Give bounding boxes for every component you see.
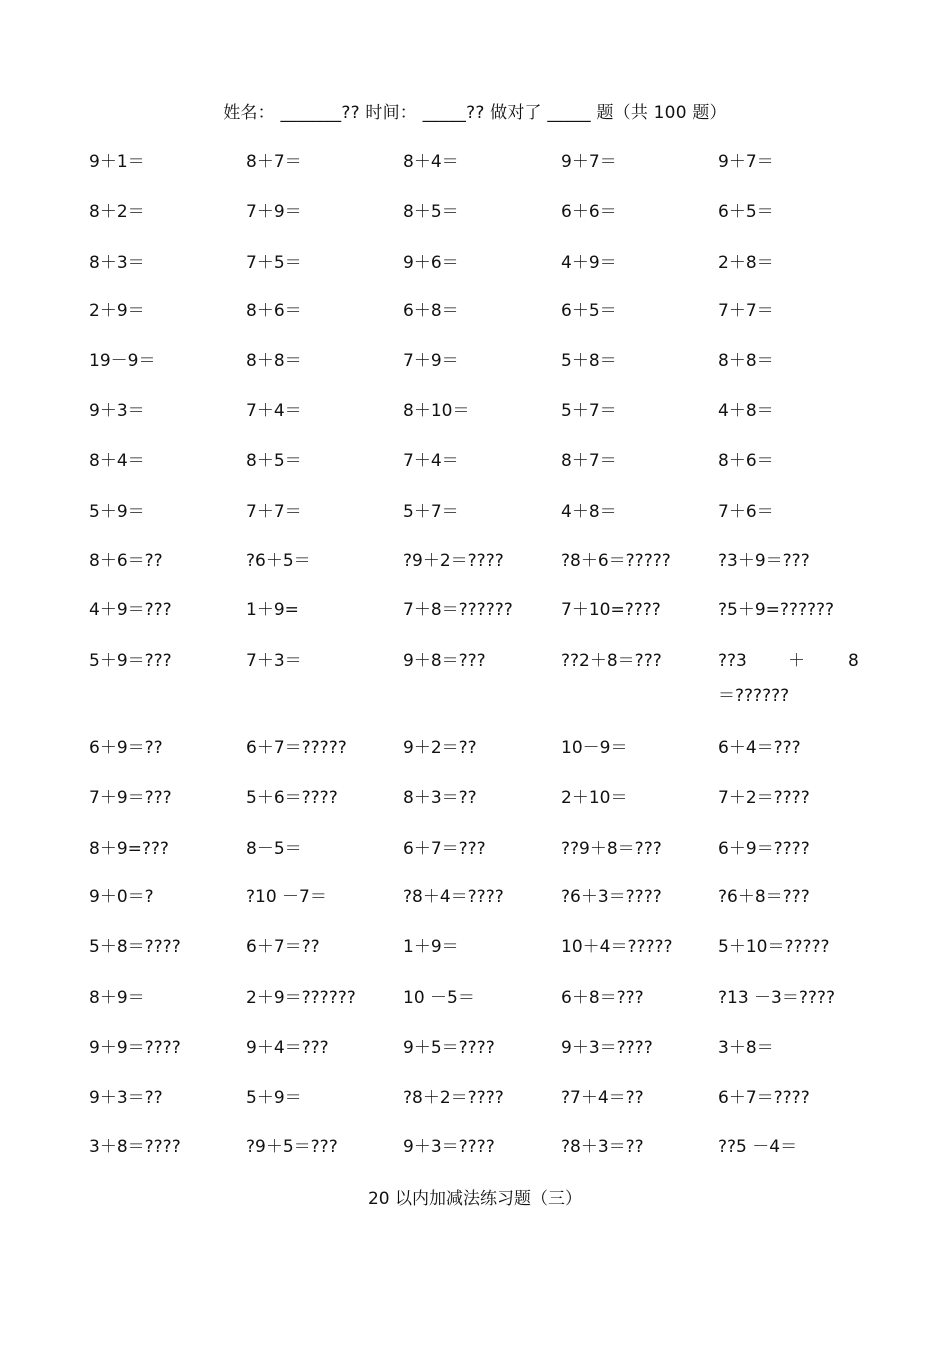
wrapped-problem-operator: ＋ <box>788 651 805 671</box>
problem-row <box>0 1086 950 1116</box>
problem-cell: 2＋10＝ <box>561 788 628 808</box>
problem-cell: 5＋8＝???? <box>89 937 181 957</box>
problem-cell: ?9＋5＝??? <box>246 1137 338 1157</box>
problem-cell: 3＋8＝ <box>718 1038 774 1058</box>
problem-cell: ?6＋8＝??? <box>718 887 810 907</box>
problem-cell: 5＋8＝ <box>561 351 617 371</box>
problem-cell: 19－9＝ <box>89 351 156 371</box>
problem-cell: 9＋9＝???? <box>89 1038 181 1058</box>
problem-cell: 4＋8＝ <box>718 401 774 421</box>
problem-cell: 6＋7＝????? <box>246 738 347 758</box>
problem-cell: 8＋3＝?? <box>403 788 477 808</box>
problem-cell: 8＋6＝?? <box>89 551 163 571</box>
problem-cell: 7＋3＝ <box>246 651 302 671</box>
problem-cell: 8＋2＝ <box>89 202 145 222</box>
problem-cell: 9＋1＝ <box>89 152 145 172</box>
problem-cell: 8＋9＝ <box>89 988 145 1008</box>
problem-row <box>0 935 950 965</box>
problem-cell: 2＋9＝ <box>89 301 145 321</box>
problem-cell: 6＋7＝???? <box>718 1088 810 1108</box>
problem-cell: ?6＋3＝???? <box>561 887 662 907</box>
problem-cell: 7＋10=???? <box>561 600 661 620</box>
problem-cell: ?13 －3＝???? <box>718 988 835 1008</box>
problem-cell: 9＋3＝???? <box>561 1038 653 1058</box>
problem-cell: 8＋3＝ <box>89 253 145 273</box>
problem-cell: 9＋4＝??? <box>246 1038 329 1058</box>
problem-cell: ?9＋2＝???? <box>403 551 504 571</box>
problem-cell: 10 －5＝ <box>403 988 475 1008</box>
problem-cell: 9＋3＝ <box>89 401 145 421</box>
problem-cell: 5＋7＝ <box>403 502 459 522</box>
problem-row <box>0 736 950 766</box>
problem-cell: 8＋5＝ <box>403 202 459 222</box>
problem-cell: ?8＋2＝???? <box>403 1088 504 1108</box>
problem-cell: ?5＋9=?????? <box>718 600 835 620</box>
worksheet-footer-title: 20 以内加减法练习题（三） <box>367 1189 583 1209</box>
wrapped-problem-second-line: ＝?????? <box>718 686 790 706</box>
problem-cell: 7＋6＝ <box>718 502 774 522</box>
problem-cell: 8－5＝ <box>246 839 302 859</box>
problem-cell: ?8＋3＝?? <box>561 1137 644 1157</box>
problem-cell: 7＋7＝ <box>718 301 774 321</box>
problem-cell: 8＋4＝ <box>89 451 145 471</box>
problem-row <box>0 549 950 579</box>
problem-cell: 9＋5＝???? <box>403 1038 495 1058</box>
problem-cell: 8＋8＝ <box>718 351 774 371</box>
problem-cell: 7＋8＝?????? <box>403 600 513 620</box>
problem-cell: 10＋4＝????? <box>561 937 673 957</box>
problem-row <box>0 1135 950 1165</box>
problem-row <box>0 598 950 628</box>
problem-cell: 9＋2＝?? <box>403 738 477 758</box>
problem-cell: 5＋7＝ <box>561 401 617 421</box>
problem-cell: 9＋3＝?? <box>89 1088 163 1108</box>
problem-cell: 8＋7＝ <box>561 451 617 471</box>
problem-row <box>0 399 950 429</box>
problem-cell: 5＋6＝???? <box>246 788 338 808</box>
problem-cell: 4＋9＝??? <box>89 600 172 620</box>
wrapped-problem-right: 8 <box>848 651 859 671</box>
problem-row <box>0 299 950 329</box>
problem-cell: 9＋0＝? <box>89 887 154 907</box>
problem-row <box>0 150 950 180</box>
problem-row <box>0 251 950 281</box>
problem-cell: ?8＋4＝???? <box>403 887 504 907</box>
problem-cell: 5＋9＝ <box>89 502 145 522</box>
problem-cell: 7＋2＝???? <box>718 788 810 808</box>
problem-cell: 8＋6＝ <box>718 451 774 471</box>
problem-cell: 6＋9＝???? <box>718 839 810 859</box>
problem-cell: 7＋5＝ <box>246 253 302 273</box>
problem-cell: ?10 －7＝ <box>246 887 327 907</box>
worksheet-header: 姓名： _______?? 时间： _____?? 做对了 _____ 题（共 100 题） <box>223 103 727 123</box>
problem-cell: 7＋7＝ <box>246 502 302 522</box>
problem-cell: 8＋4＝ <box>403 152 459 172</box>
problem-cell: 4＋8＝ <box>561 502 617 522</box>
problem-row <box>0 449 950 479</box>
problem-cell: 6＋8＝ <box>403 301 459 321</box>
problem-cell: 6＋7＝?? <box>246 937 320 957</box>
problem-cell: ?7＋4＝?? <box>561 1088 644 1108</box>
problem-cell: 8＋10＝ <box>403 401 470 421</box>
problem-cell: 1＋9＝ <box>403 937 459 957</box>
problem-cell: ??9＋8＝??? <box>561 839 662 859</box>
problem-cell: 7＋9＝ <box>246 202 302 222</box>
problem-cell: 5＋9＝ <box>246 1088 302 1108</box>
problem-cell: 7＋4＝ <box>403 451 459 471</box>
problem-cell: 6＋9＝?? <box>89 738 163 758</box>
problem-cell: 6＋7＝??? <box>403 839 486 859</box>
problem-cell: 9＋7＝ <box>561 152 617 172</box>
problem-cell: 6＋8＝??? <box>561 988 644 1008</box>
problem-cell: 9＋7＝ <box>718 152 774 172</box>
problem-cell: ?8＋6＝????? <box>561 551 671 571</box>
problem-cell: 1＋9= <box>246 600 299 620</box>
problem-row <box>0 649 950 679</box>
problem-cell: 8＋8＝ <box>246 351 302 371</box>
problem-row <box>0 1036 950 1066</box>
problem-cell: ??5 －4＝ <box>718 1137 798 1157</box>
problem-cell: 5＋10＝????? <box>718 937 830 957</box>
problem-cell: ?3＋9＝??? <box>718 551 810 571</box>
problem-row <box>0 200 950 230</box>
problem-cell: 5＋9＝??? <box>89 651 172 671</box>
problem-cell: 2＋9＝?????? <box>246 988 356 1008</box>
problem-cell: 10－9＝ <box>561 738 628 758</box>
problem-row <box>0 986 950 1016</box>
problem-cell: 8＋7＝ <box>246 152 302 172</box>
problem-cell: 7＋9＝??? <box>89 788 172 808</box>
problem-cell: 8＋9=??? <box>89 839 169 859</box>
problem-row <box>0 837 950 867</box>
problem-row <box>0 786 950 816</box>
problem-cell: 6＋6＝ <box>561 202 617 222</box>
problem-cell: 8＋6＝ <box>246 301 302 321</box>
problem-row <box>0 885 950 915</box>
problem-cell: 9＋3＝???? <box>403 1137 495 1157</box>
problem-cell: 9＋8＝??? <box>403 651 486 671</box>
problem-cell: 6＋5＝ <box>718 202 774 222</box>
problem-cell: 7＋9＝ <box>403 351 459 371</box>
problem-cell: 7＋4＝ <box>246 401 302 421</box>
problem-row <box>0 349 950 379</box>
problem-cell: 3＋8＝???? <box>89 1137 181 1157</box>
problem-row <box>0 500 950 530</box>
problem-cell: 2＋8＝ <box>718 253 774 273</box>
problem-cell: ?6＋5＝ <box>246 551 311 571</box>
problem-cell: 8＋5＝ <box>246 451 302 471</box>
problem-cell: 6＋4＝??? <box>718 738 801 758</box>
problem-cell: 4＋9＝ <box>561 253 617 273</box>
problem-cell: 9＋6＝ <box>403 253 459 273</box>
problem-cell: 6＋5＝ <box>561 301 617 321</box>
problem-cell: ??2＋8＝??? <box>561 651 662 671</box>
wrapped-problem-left: ??3 <box>718 651 747 671</box>
